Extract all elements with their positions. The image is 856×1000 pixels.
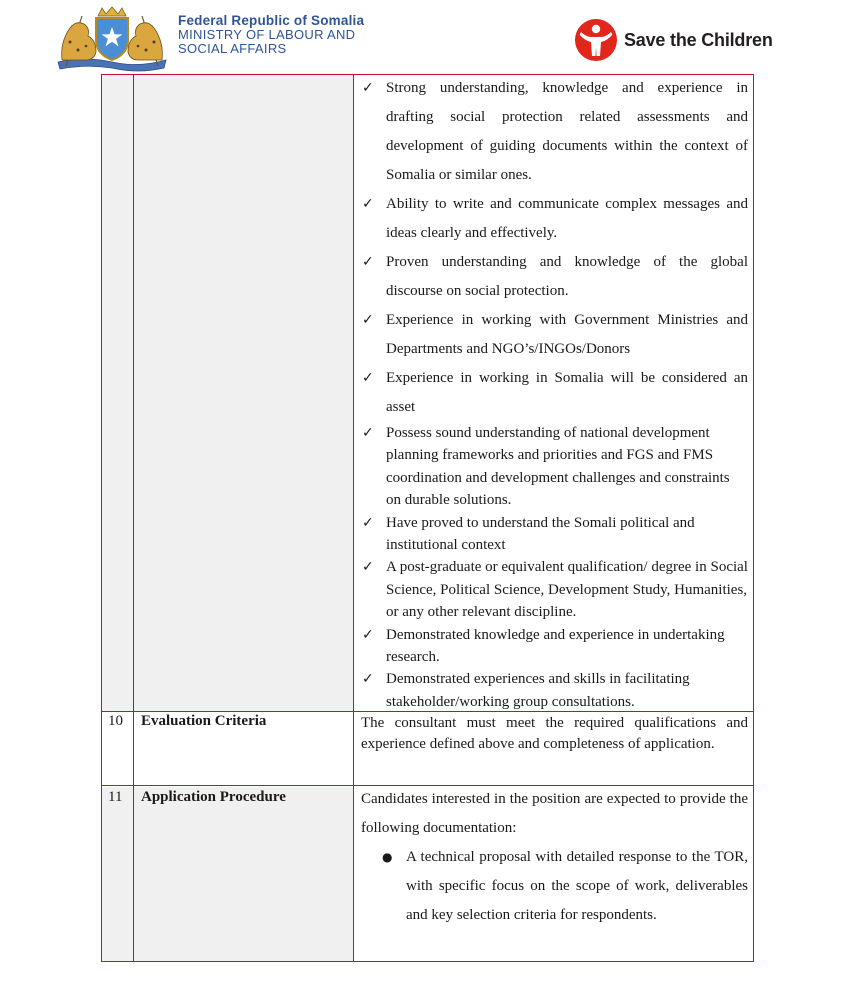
list-item: ✓ Ability to write and communicate complex messages and ideas clearly and effectively. — [360, 190, 748, 248]
check-icon: ✓ — [362, 626, 374, 643]
row-label: Application Procedure — [141, 789, 286, 805]
requirements-list — [360, 422, 748, 713]
page-header — [0, 0, 856, 72]
row-content: The consultant must meet the required qualifications and experience defined above and completeness of application. — [361, 715, 748, 752]
list-item: ● A technical proposal with detailed response to the TOR, with specific focus on the scope of work, deliverables and key selection criteria for respondents. — [382, 843, 748, 930]
bullet-icon: ● — [382, 850, 393, 864]
list-item: ✓ Demonstrated knowledge and experience in undertaking research. — [360, 624, 748, 669]
application-documents-list — [382, 843, 748, 930]
list-item: ✓ Have proved to understand the Somali political and institutional context — [360, 512, 748, 557]
coat-of-arms-icon — [56, 6, 168, 72]
list-item: ✓ Strong understanding, knowledge and experience in drafting social protection related assessments and development of guiding documents within the context of Somalia or similar ones. — [360, 74, 748, 190]
check-icon: ✓ — [362, 80, 374, 96]
check-icon: ✓ — [362, 254, 374, 270]
column-divider — [133, 75, 134, 961]
check-icon: ✓ — [362, 312, 374, 328]
check-icon: ✓ — [362, 559, 374, 576]
label-column-shade — [134, 75, 353, 711]
check-icon: ✓ — [362, 425, 374, 441]
save-the-children-icon — [574, 18, 618, 62]
check-icon: ✓ — [362, 514, 374, 531]
row-label: Evaluation Criteria — [141, 713, 267, 729]
government-name: Federal Republic of Somalia — [178, 13, 365, 28]
requirements-list — [360, 74, 748, 422]
row-number: 10 — [108, 713, 123, 729]
row-content: Candidates interested in the position are expected to provide the following documentation: — [361, 791, 748, 836]
list-item: ✓ Experience in working in Somalia will be considered an asset — [360, 364, 748, 422]
check-icon: ✓ — [362, 196, 374, 212]
list-item: ✓ Experience in working with Government Ministries and Departments and NGO’s/INGOs/Donors — [360, 306, 748, 364]
list-item: ✓ Demonstrated experiences and skills in facilitating stakeholder/working group consultations. — [360, 668, 748, 713]
list-item: ✓ A post-graduate or equivalent qualification/ degree in Social Science, Political Science, Development Study, Humanities, or any other relevant discipline. — [360, 556, 748, 623]
row-number: 11 — [108, 789, 123, 805]
ministry-name — [178, 14, 364, 56]
list-item: ✓ Possess sound understanding of national development planning frameworks and priorities and FGS and FMS coordination and development challenges and constraints on durable solutions. — [360, 422, 748, 512]
ministry-line-2: SOCIAL AFFAIRS — [178, 41, 287, 56]
check-icon: ✓ — [362, 370, 374, 386]
ministry-line-1: MINISTRY OF LABOUR AND — [178, 27, 356, 42]
row-11-shade — [102, 787, 353, 961]
partner-name: Save the Children — [624, 30, 773, 50]
label-column-shade — [102, 75, 133, 711]
list-item: ✓ Proven understanding and knowledge of the global discourse on social protection. — [360, 248, 748, 306]
tor-table — [101, 74, 754, 962]
check-icon: ✓ — [362, 671, 374, 688]
column-divider — [353, 75, 354, 961]
